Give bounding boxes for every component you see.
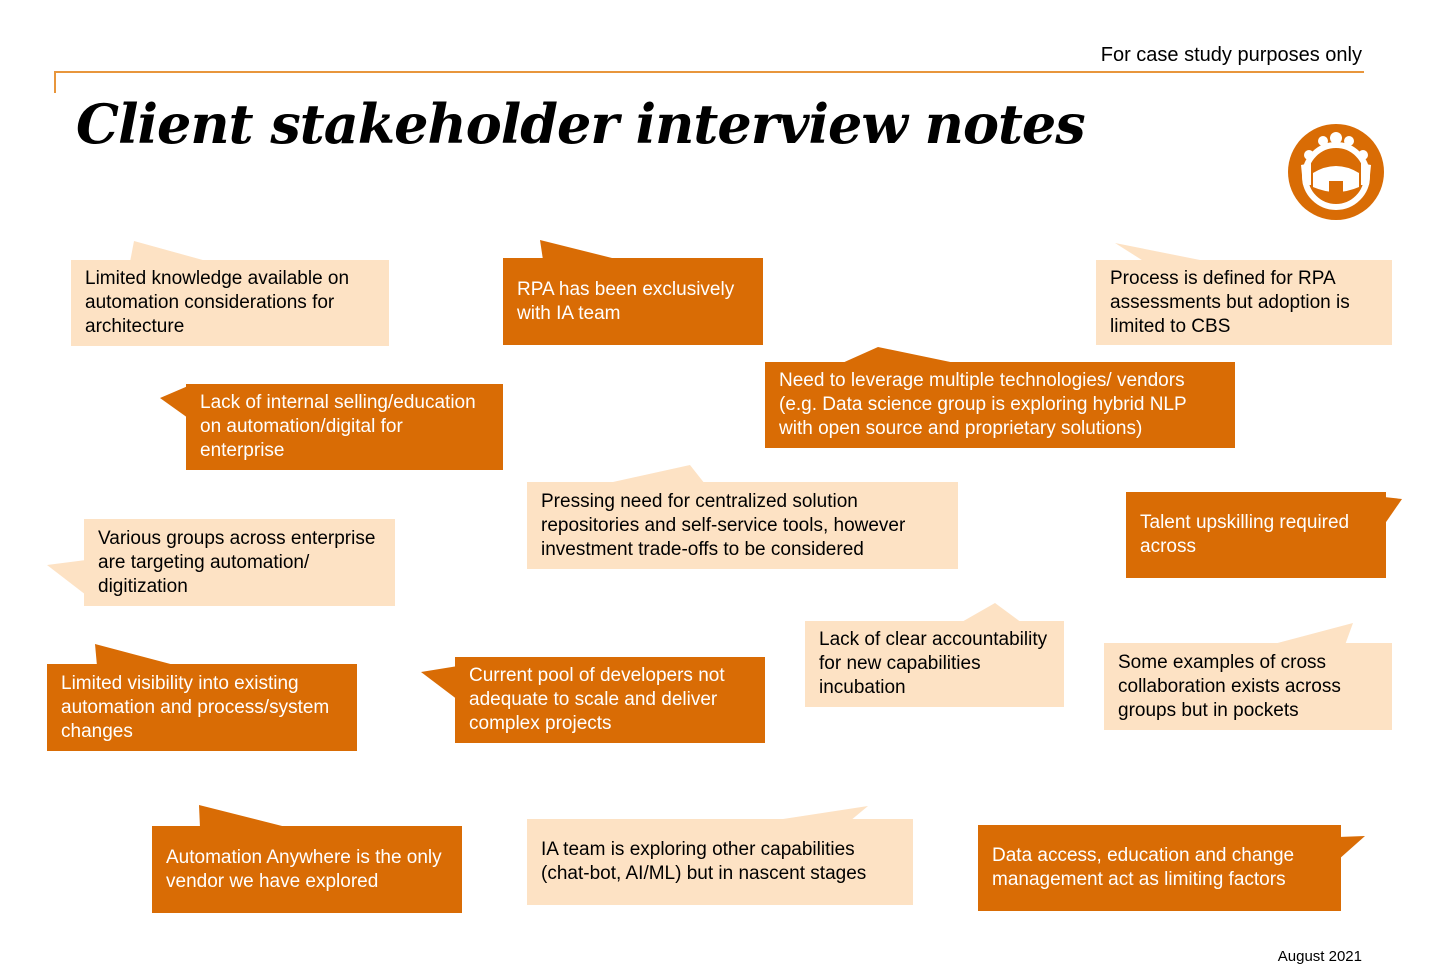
callout-pointer <box>199 805 290 828</box>
callout-pointer <box>421 666 458 700</box>
note-rpa-ia-team: RPA has been exclusively with IA team <box>503 258 763 345</box>
callout-pointer <box>95 644 178 666</box>
footer-date: August 2021 <box>1277 948 1362 965</box>
note-various-groups: Various groups across enterprise are targeting automation/ digitization <box>84 519 395 606</box>
note-cross-collaboration: Some examples of cross collaboration exists across groups but in pockets <box>1104 643 1392 730</box>
callout-pointer <box>1384 497 1402 525</box>
note-limited-knowledge: Limited knowledge available on automation considerations for architecture <box>71 260 389 346</box>
callout-pointer <box>1270 623 1353 645</box>
note-developer-pool: Current pool of developers not adequate to scale and deliver complex projects <box>455 657 765 743</box>
page-title: Client stakeholder interview notes <box>76 92 1085 156</box>
callout-pointer <box>540 240 620 260</box>
callout-pointer <box>1338 836 1365 860</box>
note-data-access: Data access, education and change management act as limiting factors <box>978 825 1341 911</box>
note-ia-capabilities: IA team is exploring other capabilities (chat-bot, AI/ML) but in nascent stages <box>527 819 913 905</box>
note-automation-anywhere: Automation Anywhere is the only vendor we have explored <box>152 826 462 913</box>
note-internal-selling: Lack of internal selling/education on automation/digital for enterprise <box>186 384 503 470</box>
note-accountability: Lack of clear accountability for new capabilities incubation <box>805 621 1064 707</box>
callout-pointer <box>130 241 210 262</box>
callout-pointer <box>160 386 188 418</box>
disclaimer-text: For case study purposes only <box>1100 44 1362 66</box>
note-process-defined: Process is defined for RPA assessments but adoption is limited to CBS <box>1096 260 1392 345</box>
note-centralized-repositories: Pressing need for centralized solution repositories and self-service tools, however investment trade-offs to be considered <box>527 482 958 569</box>
note-multiple-technologies: Need to leverage multiple technologies/ vendors (e.g. Data science group is exploring hybrid NLP with open source and proprietary solutions) <box>765 362 1235 448</box>
note-talent-upskilling: Talent upskilling required across <box>1126 492 1386 578</box>
note-limited-visibility: Limited visibility into existing automation and process/system changes <box>47 664 357 751</box>
callout-pointer <box>47 560 86 595</box>
callout-pointer <box>960 603 1022 623</box>
